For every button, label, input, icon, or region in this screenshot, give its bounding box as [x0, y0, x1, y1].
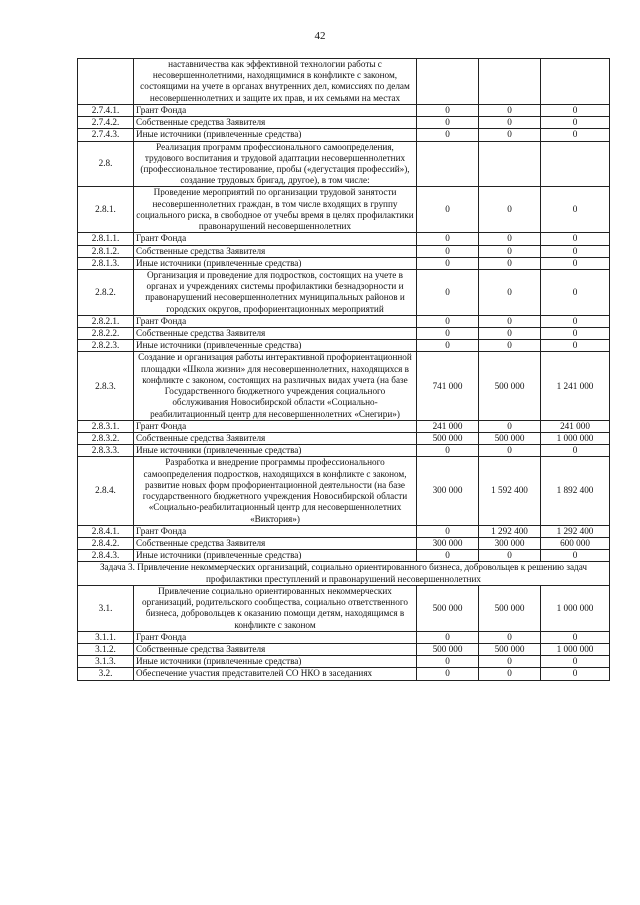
row-value-2: 0 — [479, 187, 541, 233]
row-value-total: 0 — [541, 340, 610, 352]
row-value-total: 0 — [541, 315, 610, 327]
row-description: Грант Фонда — [134, 233, 417, 245]
row-value-total — [541, 59, 610, 105]
row-value-2 — [479, 59, 541, 105]
row-value-total: 0 — [541, 328, 610, 340]
row-value-2: 0 — [479, 668, 541, 680]
row-value-2: 0 — [479, 550, 541, 562]
row-number: 2.7.4.2. — [78, 117, 134, 129]
row-value-1: 0 — [417, 117, 479, 129]
row-description: Грант Фонда — [134, 315, 417, 327]
row-number: 2.8.3.1. — [78, 420, 134, 432]
row-description: Иные источники (привлеченные средства) — [134, 257, 417, 269]
table-row — [78, 141, 610, 187]
row-description: Иные источники (привлеченные средства) — [134, 129, 417, 141]
row-value-2 — [479, 141, 541, 187]
row-description: Грант Фонда — [134, 525, 417, 537]
row-number: 3.1. — [78, 585, 134, 631]
row-value-total: 0 — [541, 445, 610, 457]
row-value-1: 0 — [417, 656, 479, 668]
row-value-2: 0 — [479, 257, 541, 269]
row-value-total: 0 — [541, 269, 610, 315]
row-description: Иные источники (привлеченные средства) — [134, 656, 417, 668]
row-value-1: 300 000 — [417, 537, 479, 549]
row-value-2: 500 000 — [479, 585, 541, 631]
row-number: 2.8. — [78, 141, 134, 187]
row-value-2: 0 — [479, 245, 541, 257]
task-row — [78, 562, 610, 585]
row-number: 2.7.4.3. — [78, 129, 134, 141]
row-value-total: 0 — [541, 257, 610, 269]
row-number: 3.1.3. — [78, 656, 134, 668]
row-number: 2.8.4.1. — [78, 525, 134, 537]
row-number: 2.8.1. — [78, 187, 134, 233]
row-value-1: 0 — [417, 233, 479, 245]
row-number: 2.8.2. — [78, 269, 134, 315]
table-row — [78, 233, 610, 245]
row-number: 3.1.2. — [78, 643, 134, 655]
row-value-1: 500 000 — [417, 585, 479, 631]
row-number: 2.8.2.2. — [78, 328, 134, 340]
row-value-2: 500 000 — [479, 433, 541, 445]
row-value-1: 0 — [417, 550, 479, 562]
row-value-total: 0 — [541, 550, 610, 562]
row-value-total: 0 — [541, 631, 610, 643]
row-number: 3.1.1. — [78, 631, 134, 643]
row-description: наставничества как эффективной технологии работы с несовершеннолетними, находящимися в конфликте с законом, состоящими на учете в органах внутренних дел, комиссиях по делам несовершеннолетних и защите их прав, и их семьями на местах — [134, 59, 417, 105]
row-value-2: 300 000 — [479, 537, 541, 549]
row-description: Иные источники (привлеченные средства) — [134, 340, 417, 352]
row-value-2: 1 292 400 — [479, 525, 541, 537]
row-value-1: 0 — [417, 257, 479, 269]
row-value-2: 0 — [479, 269, 541, 315]
table-row — [78, 352, 610, 420]
row-value-total: 1 292 400 — [541, 525, 610, 537]
row-value-total: 0 — [541, 233, 610, 245]
table-row — [78, 525, 610, 537]
row-description: Собственные средства Заявителя — [134, 245, 417, 257]
row-number: 2.7.4.1. — [78, 104, 134, 116]
table-row — [78, 656, 610, 668]
row-number: 2.8.2.1. — [78, 315, 134, 327]
row-value-1 — [417, 141, 479, 187]
row-value-2: 0 — [479, 315, 541, 327]
row-value-1: 0 — [417, 269, 479, 315]
row-number: 2.8.3.3. — [78, 445, 134, 457]
table-row — [78, 340, 610, 352]
row-description: Собственные средства Заявителя — [134, 643, 417, 655]
row-value-1: 0 — [417, 104, 479, 116]
row-value-total: 0 — [541, 668, 610, 680]
row-value-1 — [417, 59, 479, 105]
row-description: Обеспечение участия представителей СО НКО в заседаниях — [134, 668, 417, 680]
row-value-1: 0 — [417, 187, 479, 233]
row-value-2: 0 — [479, 129, 541, 141]
row-value-1: 300 000 — [417, 457, 479, 525]
row-number: 2.8.4.3. — [78, 550, 134, 562]
row-description: Собственные средства Заявителя — [134, 117, 417, 129]
row-description: Проведение мероприятий по организации трудовой занятости несовершеннолетних граждан, в том числе входящих в группу социального риска, в свободное от учебы время в целях профилактики правонарушений несовершеннолетних — [134, 187, 417, 233]
row-number: 2.8.1.2. — [78, 245, 134, 257]
table-row — [78, 104, 610, 116]
table-row — [78, 328, 610, 340]
row-value-2: 0 — [479, 117, 541, 129]
row-number: 2.8.4. — [78, 457, 134, 525]
row-value-total: 1 000 000 — [541, 433, 610, 445]
row-number: 3.2. — [78, 668, 134, 680]
row-description: Иные источники (привлеченные средства) — [134, 445, 417, 457]
row-value-total: 0 — [541, 117, 610, 129]
table-row — [78, 117, 610, 129]
row-value-2: 0 — [479, 656, 541, 668]
row-description: Организация и проведение для подростков, состоящих на учете в органах и учреждениях системы профилактики безнадзорности и правонарушений несовершеннолетних муниципальных районов и городских округов, профориентационных мероприятий — [134, 269, 417, 315]
row-value-total: 0 — [541, 245, 610, 257]
row-value-total: 600 000 — [541, 537, 610, 549]
table-row — [78, 315, 610, 327]
page-number: 42 — [314, 30, 326, 42]
row-value-1: 0 — [417, 129, 479, 141]
table-row — [78, 668, 610, 680]
row-value-total — [541, 141, 610, 187]
row-value-1: 0 — [417, 445, 479, 457]
row-value-1: 0 — [417, 315, 479, 327]
row-value-total: 241 000 — [541, 420, 610, 432]
row-description: Иные источники (привлеченные средства) — [134, 550, 417, 562]
table-row — [78, 187, 610, 233]
row-value-total: 1 241 000 — [541, 352, 610, 420]
row-number: 2.8.1.1. — [78, 233, 134, 245]
table-row — [78, 257, 610, 269]
table-row — [78, 537, 610, 549]
row-description: Разработка и внедрение программы профессионального самоопределения подростков, находящихся в конфликте с законом, развитие новых форм профориентационной деятельности (на базе государственного бюджетного учреждения Новосибирской области «Социально-реабилитационный центр для несовершеннолетних «Виктория») — [134, 457, 417, 525]
row-description: Собственные средства Заявителя — [134, 328, 417, 340]
row-value-1: 0 — [417, 525, 479, 537]
row-value-1: 0 — [417, 631, 479, 643]
row-value-2: 0 — [479, 328, 541, 340]
row-value-total: 0 — [541, 187, 610, 233]
row-value-total: 1 892 400 — [541, 457, 610, 525]
row-value-total: 1 000 000 — [541, 585, 610, 631]
row-description: Грант Фонда — [134, 104, 417, 116]
row-value-total: 0 — [541, 104, 610, 116]
row-description: Грант Фонда — [134, 631, 417, 643]
table-row — [78, 59, 610, 105]
row-value-1: 741 000 — [417, 352, 479, 420]
row-value-1: 0 — [417, 328, 479, 340]
row-value-2: 500 000 — [479, 352, 541, 420]
row-value-1: 241 000 — [417, 420, 479, 432]
row-value-2: 0 — [479, 445, 541, 457]
row-value-total: 0 — [541, 656, 610, 668]
row-value-1: 0 — [417, 245, 479, 257]
row-value-1: 500 000 — [417, 433, 479, 445]
table-row — [78, 433, 610, 445]
table-row — [78, 631, 610, 643]
row-value-2: 0 — [479, 340, 541, 352]
table-row — [78, 585, 610, 631]
table-row — [78, 129, 610, 141]
row-number — [78, 59, 134, 105]
row-value-1: 500 000 — [417, 643, 479, 655]
table-row — [78, 269, 610, 315]
row-description: Собственные средства Заявителя — [134, 433, 417, 445]
table-row — [78, 445, 610, 457]
table-row — [78, 550, 610, 562]
row-number: 2.8.2.3. — [78, 340, 134, 352]
table-row — [78, 457, 610, 525]
budget-table — [77, 58, 610, 681]
table-row — [78, 643, 610, 655]
table-row — [78, 420, 610, 432]
row-value-1: 0 — [417, 668, 479, 680]
row-value-2: 0 — [479, 104, 541, 116]
row-number: 2.8.4.2. — [78, 537, 134, 549]
row-number: 2.8.3. — [78, 352, 134, 420]
row-value-2: 1 592 400 — [479, 457, 541, 525]
row-number: 2.8.1.3. — [78, 257, 134, 269]
row-value-2: 0 — [479, 631, 541, 643]
row-description: Грант Фонда — [134, 420, 417, 432]
budget-table-body — [78, 59, 610, 681]
row-value-1: 0 — [417, 340, 479, 352]
row-value-2: 500 000 — [479, 643, 541, 655]
row-value-2: 0 — [479, 420, 541, 432]
row-description: Собственные средства Заявителя — [134, 537, 417, 549]
row-value-2: 0 — [479, 233, 541, 245]
row-value-total: 1 000 000 — [541, 643, 610, 655]
task-heading: Задача 3. Привлечение некоммерческих организаций, социально ориентированного бизнеса, добровольцев к решению задач профилактики преступлений и правонарушений несовершеннолетних — [78, 562, 610, 585]
row-description: Привлечение социально ориентированных некоммерческих организаций, родительского сообщества, социально ответственного бизнеса, добровольцев к оказанию помощи детям, находящимся в конфликте с законом — [134, 585, 417, 631]
row-description: Создание и организация работы интерактивной профориентационной площадки «Школа жизни» для несовершеннолетних, находящихся в конфликте с законом, состоящих на различных видах учета (на базе Государственного бюджетного учреждения социального обслуживания Новосибирской области «Социально-реабилитационный центр для несовершеннолетних «Снегири») — [134, 352, 417, 420]
row-value-total: 0 — [541, 129, 610, 141]
row-description: Реализация программ профессионального самоопределения, трудового воспитания и трудовой адаптации несовершеннолетних (профессиональное тестирование, пробы («дегустация профессий»), создание трудовых бригад, другое), в том числе: — [134, 141, 417, 187]
table-row — [78, 245, 610, 257]
row-number: 2.8.3.2. — [78, 433, 134, 445]
